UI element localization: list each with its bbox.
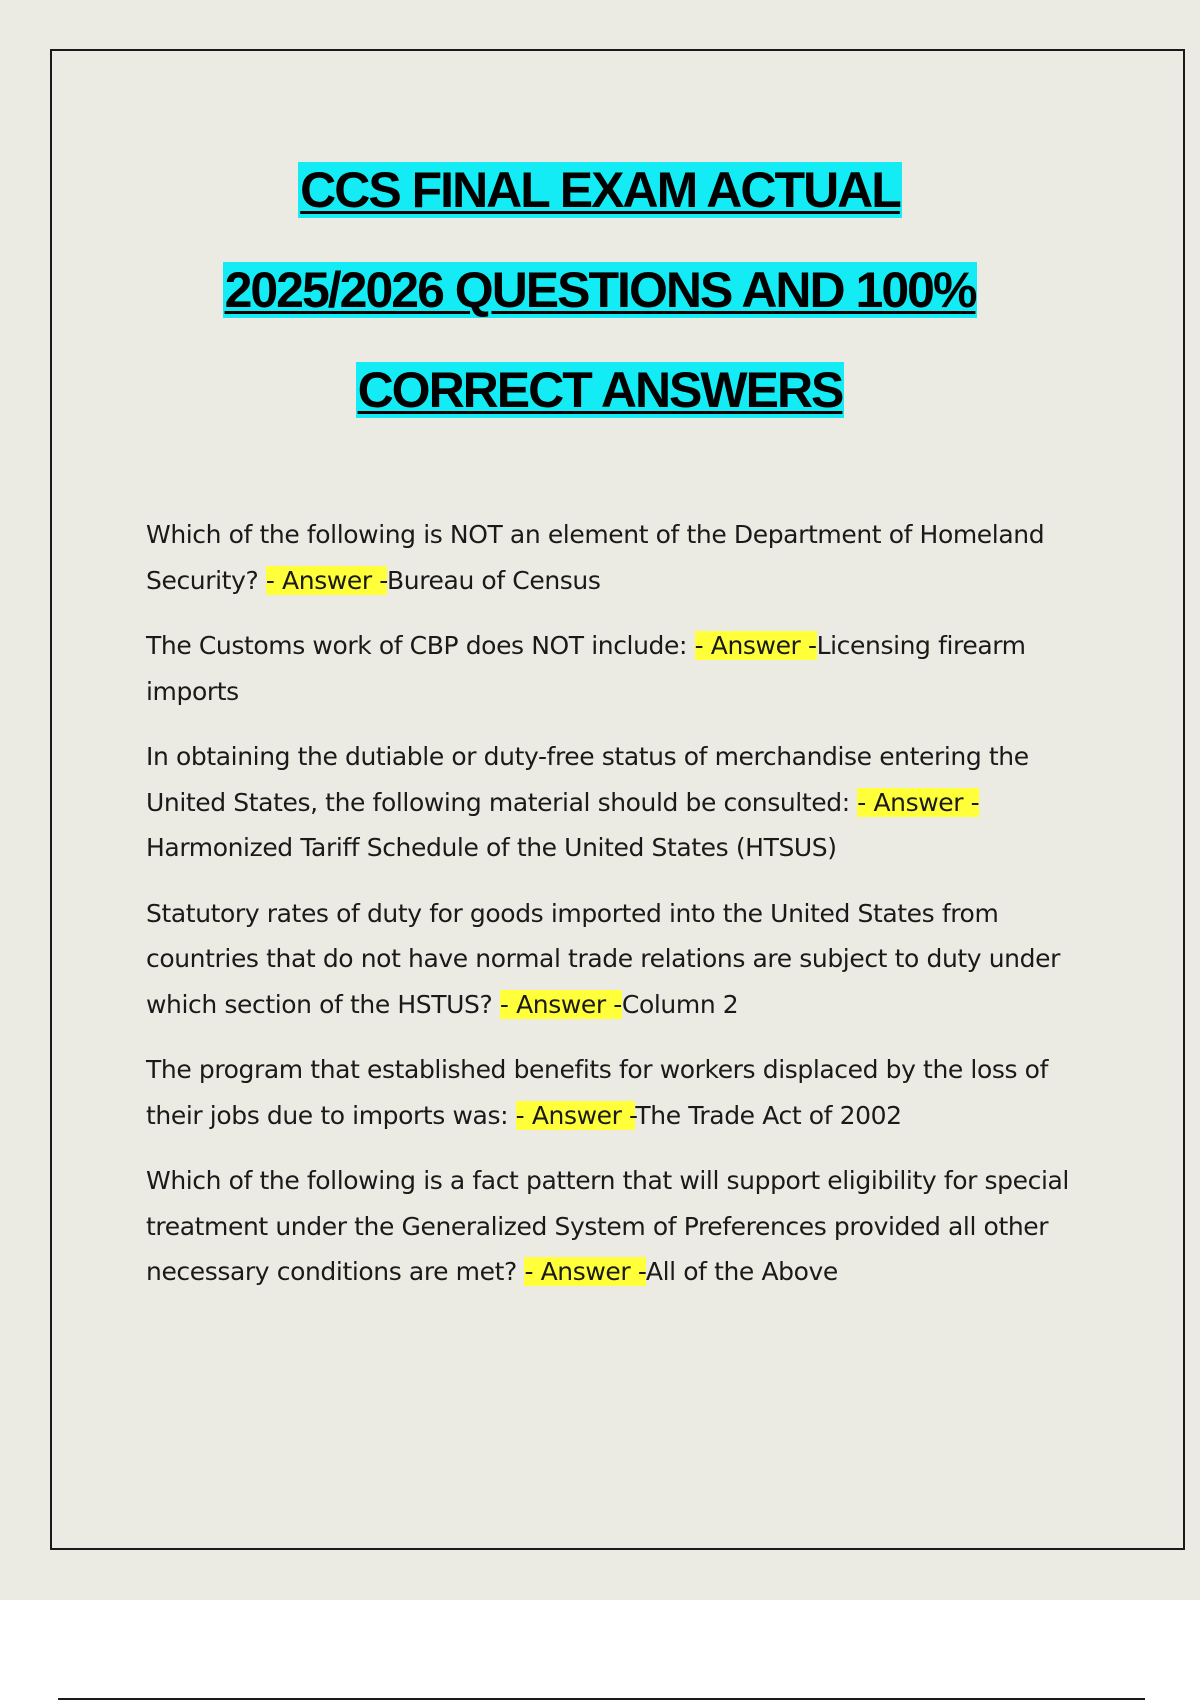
answer-marker: - Answer - (265, 565, 388, 595)
answer-marker: - Answer - (499, 989, 622, 1019)
answer-marker: - Answer - (524, 1257, 646, 1286)
answer-text: Bureau of Census (387, 565, 601, 595)
answer-marker: - Answer - (515, 1100, 636, 1130)
qa-item-1 (146, 512, 1096, 603)
answer-text: Licensing firearm imports (146, 631, 1026, 706)
answer-text: Column 2 (621, 989, 739, 1019)
answer-text: All of the Above (645, 1257, 838, 1286)
question-text: Which of the following is NOT an element of the Department of Homeland Security? (146, 520, 1045, 595)
answer-text: The Trade Act of 2002 (635, 1100, 902, 1130)
question-text: Statutory rates of duty for goods imported into the United States from countries that do not have normal trade relations are subject to duty under which section of the HSTUS? (146, 898, 1060, 1019)
question-text: The Customs work of CBP does NOT include: (146, 631, 695, 660)
question-text: Which of the following is a fact pattern that will support eligibility for special treatment under the Generalized System of Preferences provided all other necessary conditions are met? (146, 1166, 1069, 1286)
qa-list (146, 512, 1096, 1315)
qa-item-4 (146, 891, 1096, 1028)
answer-marker: - Answer - (694, 631, 817, 660)
qa-item-2 (146, 623, 1096, 714)
answer-marker: - Answer - (857, 787, 980, 817)
title-line-2: 2025/2026 QUESTIONS AND 100% (224, 262, 976, 318)
qa-item-5 (146, 1047, 1096, 1138)
answer-text: Harmonized Tariff Schedule of the United States (HTSUS) (146, 833, 837, 862)
title-line-3: CORRECT ANSWERS (357, 362, 843, 418)
title-line-1: CCS FINAL EXAM ACTUAL (300, 162, 900, 218)
question-text: In obtaining the dutiable or duty-free status of merchandise entering the United States, the following material should be consulted: (146, 742, 1029, 817)
document-title (0, 140, 1200, 440)
qa-item-3 (146, 734, 1096, 871)
question-text: The program that established benefits for workers displaced by the loss of their jobs due to imports was: (146, 1055, 1048, 1130)
qa-item-6 (146, 1158, 1096, 1295)
